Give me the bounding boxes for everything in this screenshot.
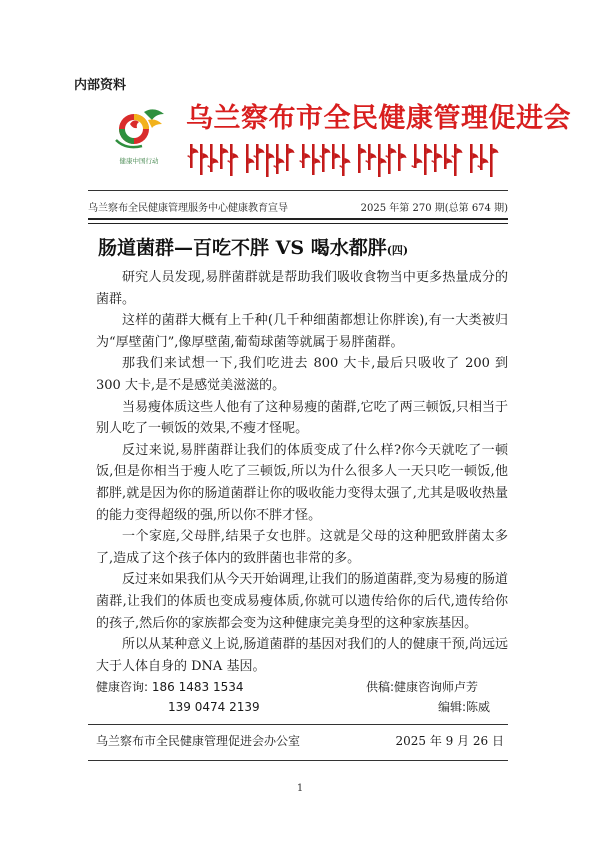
logo-caption: 健康中国行动 <box>119 157 159 165</box>
logo <box>104 100 174 172</box>
issue-line <box>88 199 508 214</box>
footer <box>96 732 504 749</box>
phone-1: 186 1483 1534 <box>151 680 244 694</box>
paragraph: 当易瘦体质这些人他有了这种易瘦的菌群,它吃了两三顿饭,只相当于别人吃了一顿饭的效果,不瘦才怪呢。 <box>96 399 508 437</box>
header-double-rule-thin <box>88 223 508 224</box>
footer-office: 乌兰察布市全民健康管理促进会办公室 <box>96 734 301 748</box>
healthy-china-logo-icon <box>104 100 174 158</box>
header-double-rule-thick <box>88 218 508 220</box>
issue-publisher: 乌兰察布全民健康管理服务中心健康教育宣导 <box>88 203 288 214</box>
header-divider <box>88 190 508 191</box>
page-number: 1 <box>296 783 304 794</box>
paragraph: 这样的菌群大概有上千种(几千种细菌都想让你胖诶),有一大类被归为“厚壁菌门”,像厚壁菌,葡萄球菌等就属于易胖菌群。 <box>96 313 508 350</box>
consult-label: 健康咨询: <box>96 680 149 694</box>
paragraph: 研究人员发现,易胖菌群就是帮助我们吸收食物当中更多热量成分的菌群。 <box>96 270 508 307</box>
issue-number: 2025 年第 270 期(总第 674 期) <box>360 203 508 214</box>
article-title-main: 肠道菌群—百吃不胖 VS 喝水都胖 <box>98 237 387 259</box>
footer-divider-top <box>88 724 508 725</box>
org-title: 乌兰察布市全民健康管理促进会 <box>186 103 571 134</box>
paragraph: 一个家庭,父母胖,结果子女也胖。这就是父母的这种肥致胖菌太多了,造成了这个孩子体内的致胖菌也非常的多。 <box>96 529 508 566</box>
paragraph: 反过来如果我们从今天开始调理,让我们的肠道菌群,变为易瘦的肠道菌群,让我们的体质也变成易瘦体质,你就可以遗传给你的后代,遗传给你的孩子,然后你的家族都会变为这种健康完美身型的这种家族基因。 <box>96 572 508 631</box>
article-body <box>96 267 508 677</box>
mongolian-script-title-icon <box>186 140 504 178</box>
contact-block <box>96 677 516 717</box>
footer-date: 2025 年 9 月 26 日 <box>395 734 504 748</box>
author-credit: 供稿:健康咨询师卢芳 <box>366 680 479 694</box>
footer-divider-bottom <box>88 760 508 761</box>
paragraph: 反过来说,易胖菌群让我们的体质变成了什么样?你今天就吃了一顿饭,但是你相当于瘦人吃了三顿饭,所以为什么很多人一天只吃一顿饭,他都胖,就是因为你的肠道菌群让你的吸收能力变得太强了,尤其是吸收热量的能力变得超级的强,所以你不胖才怪。 <box>96 442 508 523</box>
internal-label: 内部资料 <box>74 78 127 93</box>
article-title-suffix: (四) <box>386 244 409 257</box>
paragraph: 那我们来试想一下,我们吃进去 800 大卡,最后只吸收了 200 到 300 大卡,是不是感觉美滋滋的。 <box>96 356 508 393</box>
article-title <box>98 233 508 260</box>
editor-credit: 编辑:陈威 <box>438 700 491 714</box>
paragraph: 所以从某种意义上说,肠道菌群的基因对我们的人的健康干预,尚远远大于人体自身的 DNA 基因。 <box>96 637 508 674</box>
phone-2: 139 0474 2139 <box>168 700 260 714</box>
